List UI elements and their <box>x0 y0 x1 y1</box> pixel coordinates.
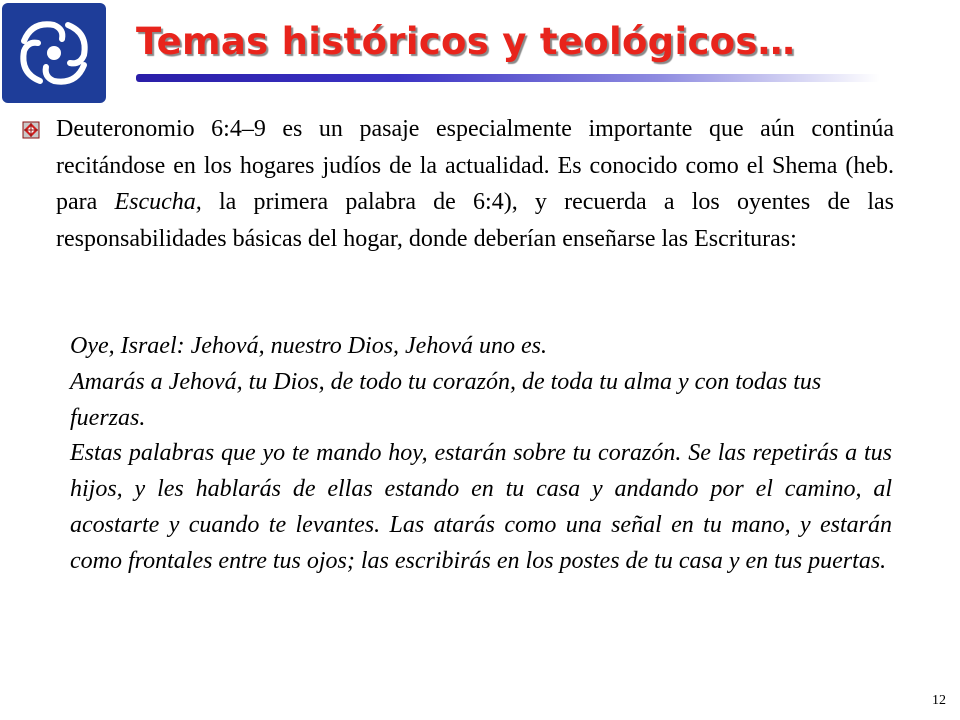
intro-paragraph <box>56 111 894 257</box>
paragraph-text-start: Deuteronomio 6:4–9 es un pasaje especialmente importante que aún continúa recitándose en los hogares judíos de la actualidad. Es conocido como el Shema (heb. para <box>56 116 894 215</box>
paragraph-text-end: la primera palabra de 6:4), y recuerda a los oyentes de las responsabilidades básicas del hogar, donde deberían enseñarse las Escrituras: <box>56 189 894 252</box>
paragraph-emphasis: Escucha, <box>114 189 202 215</box>
quote-line: Estas palabras que yo te mando hoy, estarán sobre tu corazón. Se las repetirás a tus hijos, y les hablarás de ellas estando en tu casa y andando por el camino, al acostarte y cuando te levantes. Las atarás como una señal en tu mano, y estarán como frontales entre tus ojos; las escribirás en los postes de tu casa y en tus puertas. <box>70 440 892 574</box>
quote-line: Oye, Israel: Jehová, nuestro Dios, Jehová uno es. <box>70 333 547 359</box>
title-underline <box>136 74 880 82</box>
slide-title: Temas históricos y teológicos… <box>136 20 796 63</box>
page-number: 12 <box>932 693 946 708</box>
quote-line: Amarás a Jehová, tu Dios, de todo tu corazón, de toda tu alma y con todas tus fuerzas. <box>70 368 822 431</box>
diamond-cross-bullet-icon <box>22 121 40 139</box>
interlocked-hands-logo <box>2 3 106 103</box>
scripture-quote <box>70 329 892 580</box>
